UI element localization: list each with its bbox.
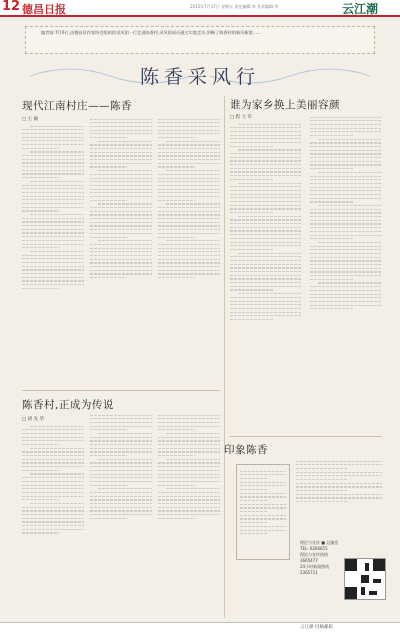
contact-line: 3665477 <box>300 558 318 563</box>
page-number: 12 <box>2 0 21 14</box>
contact-line: 理论与宣传热线 <box>300 552 328 557</box>
divider <box>22 390 220 391</box>
article-1-headline: 现代江南村庄——陈香 <box>22 100 132 112</box>
article-2-headline: 陈香村,正成为传说 <box>22 399 114 411</box>
article-3-col-2 <box>310 114 382 434</box>
masthead-meta: 2015年7月17日 星期五 责任编辑:李 美术编辑:李 <box>190 4 279 9</box>
column-divider <box>224 96 225 618</box>
qr-code-icon <box>344 558 386 600</box>
article-4-headline: 印象陈香 <box>224 444 268 456</box>
article-3-headline: 谁为家乡换上美丽容颜 <box>230 99 340 111</box>
divider <box>230 436 382 437</box>
footer-text: 云江潮 投稿邮箱 <box>300 625 333 630</box>
article-1-byline: □ 王 颖 <box>22 117 39 122</box>
article-4-text <box>296 458 382 538</box>
article-2-col-1 <box>22 423 84 619</box>
editor-note: 编者按:7月6日,由德昌县作家协会组织的采风团一行走进陈香村,采风团成员通过实地走访,领略了陈香村的新风新貌…… <box>25 26 375 54</box>
contact-line: 2365711 <box>300 570 318 575</box>
article-3-byline: □ 程 大 军 <box>230 115 253 120</box>
feature-title: 陈香采风行 <box>139 66 260 88</box>
article-3-col-1 <box>230 121 302 431</box>
contact-line: 24小时新闻热线 <box>300 564 330 569</box>
contact-line: 理论与宣传 ■ 总编室 <box>300 540 339 545</box>
article-2-col-3 <box>158 412 220 619</box>
article-1-col-3 <box>158 116 220 386</box>
article-1-col-1 <box>22 123 84 385</box>
contact-info <box>300 540 345 576</box>
section-title: 云江潮 <box>342 2 379 16</box>
article-1-col-2 <box>90 116 152 386</box>
paper-name: 德昌日报 <box>22 3 66 16</box>
article-2-byline: □ 胡 先 华 <box>22 417 45 422</box>
article-2-col-2 <box>90 412 152 619</box>
footer-bar <box>0 622 400 635</box>
contact-line: TEL: 6266655 <box>300 546 328 551</box>
poem-box <box>236 464 290 560</box>
